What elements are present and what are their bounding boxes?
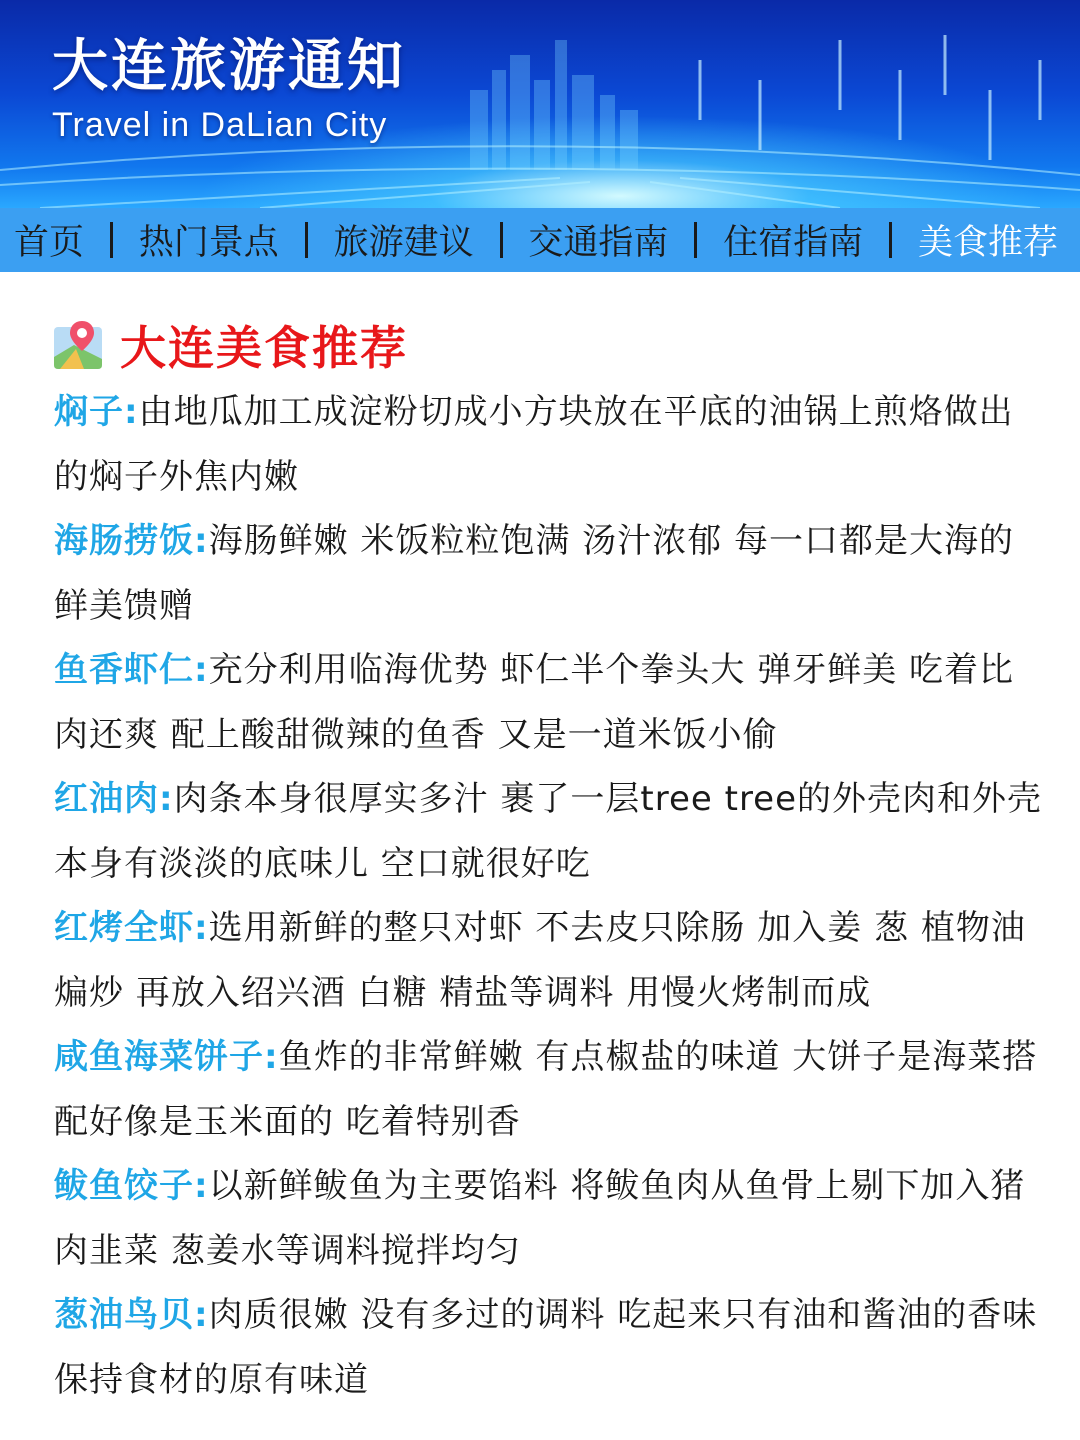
map-pin-icon bbox=[52, 319, 104, 371]
nav-separator bbox=[110, 222, 113, 258]
list-item bbox=[54, 638, 1044, 767]
nav-bar bbox=[0, 208, 1080, 272]
nav-separator bbox=[305, 222, 308, 258]
section-heading bbox=[52, 314, 1080, 376]
list-item bbox=[54, 767, 1044, 896]
food-description: 由地瓜加工成淀粉切成小方块放在平底的油锅上煎烙做出的焖子外焦内嫩 bbox=[54, 392, 1014, 497]
nav-item-home[interactable]: 首页 bbox=[14, 223, 85, 263]
section-title: 大连美食推荐 bbox=[120, 321, 408, 375]
list-item bbox=[54, 1154, 1044, 1283]
food-name: 红烤全虾: bbox=[54, 908, 209, 948]
food-name: 葱油鸟贝: bbox=[54, 1295, 209, 1335]
food-description: 肉条本身很厚实多汁 裹了一层tree tree的外壳肉和外壳本身有淡淡的底味儿 空口就很好吃 bbox=[54, 779, 1043, 884]
food-name: 鲅鱼饺子: bbox=[54, 1166, 209, 1206]
banner-title: 大连旅游通知 bbox=[52, 34, 406, 99]
nav-item-food[interactable]: 美食推荐 bbox=[917, 223, 1058, 263]
food-name: 海肠捞饭: bbox=[54, 521, 209, 561]
list-item bbox=[54, 380, 1044, 509]
list-item bbox=[54, 1025, 1044, 1154]
nav-item-transport[interactable]: 交通指南 bbox=[528, 223, 669, 263]
food-description: 肉质很嫩 没有多过的调料 吃起来只有油和酱油的香味保持食材的原有味道 bbox=[54, 1295, 1038, 1400]
header-banner bbox=[0, 0, 1080, 208]
food-description: 充分利用临海优势 虾仁半个拳头大 弹牙鲜美 吃着比肉还爽 配上酸甜微辣的鱼香 又是一道米饭小偷 bbox=[54, 650, 1015, 755]
food-description: 鱼炸的非常鲜嫩 有点椒盐的味道 大饼子是海菜搭配好像是玉米面的 吃着特别香 bbox=[54, 1037, 1038, 1142]
nav-item-lodging[interactable]: 住宿指南 bbox=[723, 223, 864, 263]
food-name: 红油肉: bbox=[54, 779, 174, 819]
nav-item-travel-tips[interactable]: 旅游建议 bbox=[333, 223, 474, 263]
main-content bbox=[0, 272, 1080, 1412]
food-name: 焖子: bbox=[54, 392, 139, 432]
list-item bbox=[54, 896, 1044, 1025]
nav-separator bbox=[500, 222, 503, 258]
food-description: 选用新鲜的整只对虾 不去皮只除肠 加入姜 葱 植物油煸炒 再放入绍兴酒 白糖 精盐等调料 用慢火烤制而成 bbox=[54, 908, 1026, 1013]
food-name: 鱼香虾仁: bbox=[54, 650, 209, 690]
banner-subtitle: Travel in DaLian City bbox=[52, 106, 388, 144]
food-description: 以新鲜鲅鱼为主要馅料 将鲅鱼肉从鱼骨上剔下加入猪肉韭菜 葱姜水等调料搅拌均匀 bbox=[54, 1166, 1026, 1271]
nav-item-attractions[interactable]: 热门景点 bbox=[138, 223, 279, 263]
food-name: 咸鱼海菜饼子: bbox=[54, 1037, 279, 1077]
food-description: 海肠鲜嫩 米饭粒粒饱满 汤汁浓郁 每一口都是大海的鲜美馈赠 bbox=[54, 521, 1015, 626]
city-skyline-graphic bbox=[0, 0, 1080, 208]
list-item bbox=[54, 509, 1044, 638]
list-item bbox=[54, 1283, 1044, 1412]
food-list bbox=[54, 380, 1044, 1412]
nav-separator bbox=[889, 222, 892, 258]
nav-separator bbox=[694, 222, 697, 258]
